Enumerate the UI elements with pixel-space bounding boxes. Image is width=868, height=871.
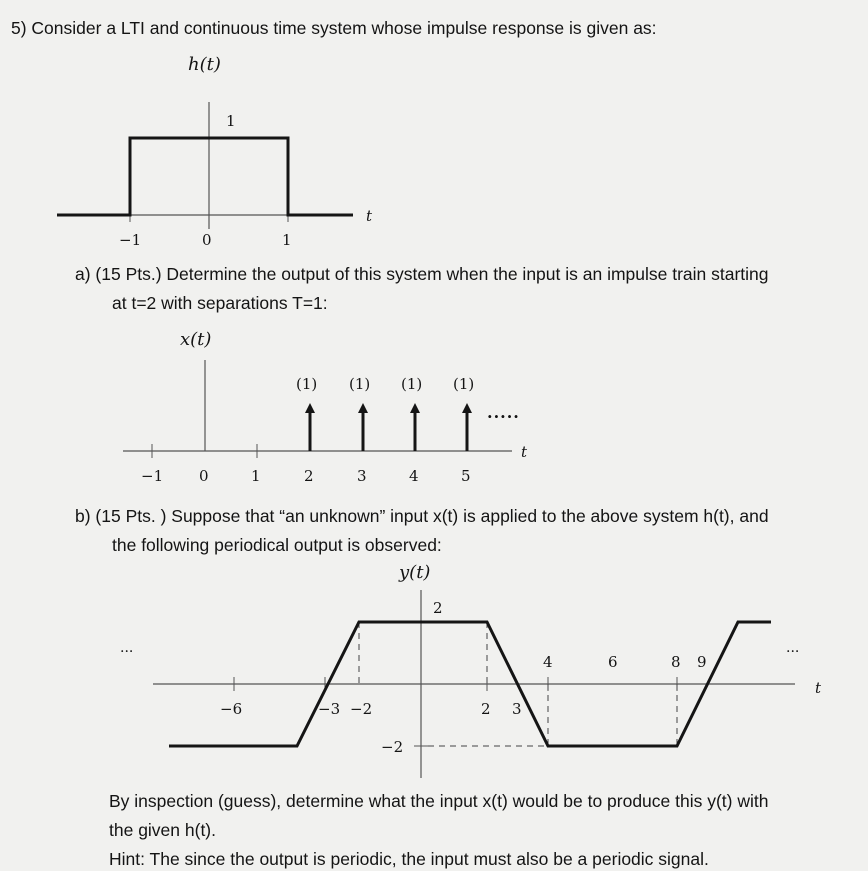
y-level-label-2: 2 bbox=[433, 599, 443, 617]
part-b-line-2: the following periodical output is observed: bbox=[112, 535, 442, 555]
x-tick-label-2: 2 bbox=[304, 467, 314, 485]
y-ellipsis-left: ... bbox=[120, 640, 134, 656]
x-tick-label-0: 0 bbox=[199, 467, 209, 485]
y-axis-label: t bbox=[815, 679, 822, 697]
y-ellipsis-right: ... bbox=[786, 640, 800, 656]
impulse-continuation: ..... bbox=[487, 403, 520, 422]
impulse-label-t3: (1) bbox=[349, 375, 371, 393]
problem-title: 5) Consider a LTI and continuous time system whose impulse response is given as: bbox=[11, 18, 657, 38]
x-tick-label-5: 5 bbox=[461, 467, 471, 485]
part-a-line-2: at t=2 with separations T=1: bbox=[112, 293, 328, 313]
x-tick-label-neg1: −1 bbox=[141, 467, 164, 485]
x-axis-label: t bbox=[521, 443, 528, 461]
y-tick-label-neg2: −2 bbox=[350, 700, 373, 718]
h-tick-label-neg1: −1 bbox=[119, 231, 142, 249]
x-tick-label-4: 4 bbox=[409, 467, 419, 485]
y-tick-label-9: 9 bbox=[697, 653, 707, 671]
x-tick-label-3: 3 bbox=[357, 467, 367, 485]
y-tick-label-6: 6 bbox=[608, 653, 618, 671]
closing-line-2: the given h(t). bbox=[109, 820, 216, 840]
h-tick-label-1: 1 bbox=[282, 231, 292, 249]
closing-line-1: By inspection (guess), determine what the input x(t) would be to produce this y(t) with bbox=[109, 791, 769, 811]
h-title: h(t) bbox=[188, 54, 221, 75]
y-tick-label-neg3: −3 bbox=[318, 700, 341, 718]
y-tick-label-8: 8 bbox=[671, 653, 681, 671]
y-tick-label-2: 2 bbox=[481, 700, 491, 718]
h-tick-label-0: 0 bbox=[202, 231, 212, 249]
y-tick-label-4: 4 bbox=[543, 653, 553, 671]
h-axis-label: t bbox=[366, 207, 373, 225]
impulse-label-t5: (1) bbox=[453, 375, 475, 393]
h-amplitude-label: 1 bbox=[226, 112, 236, 130]
y-level-label-neg2: −2 bbox=[381, 738, 404, 756]
hint-text: Hint: The since the output is periodic, the input must also be a periodic signal. bbox=[109, 849, 709, 869]
x-tick-label-1: 1 bbox=[251, 467, 261, 485]
part-b-line-1: b) (15 Pts. ) Suppose that “an unknown” input x(t) is applied to the above system h(t), and bbox=[75, 506, 769, 526]
impulse-label-t4: (1) bbox=[401, 375, 423, 393]
y-tick-label-neg6: −6 bbox=[220, 700, 243, 718]
impulse-label-t2: (1) bbox=[296, 375, 318, 393]
y-title: y(t) bbox=[399, 562, 431, 583]
y-tick-label-3: 3 bbox=[512, 700, 522, 718]
x-title: x(t) bbox=[180, 329, 212, 350]
part-a-line-1: a) (15 Pts.) Determine the output of this system when the input is an impulse train starting bbox=[75, 264, 769, 284]
